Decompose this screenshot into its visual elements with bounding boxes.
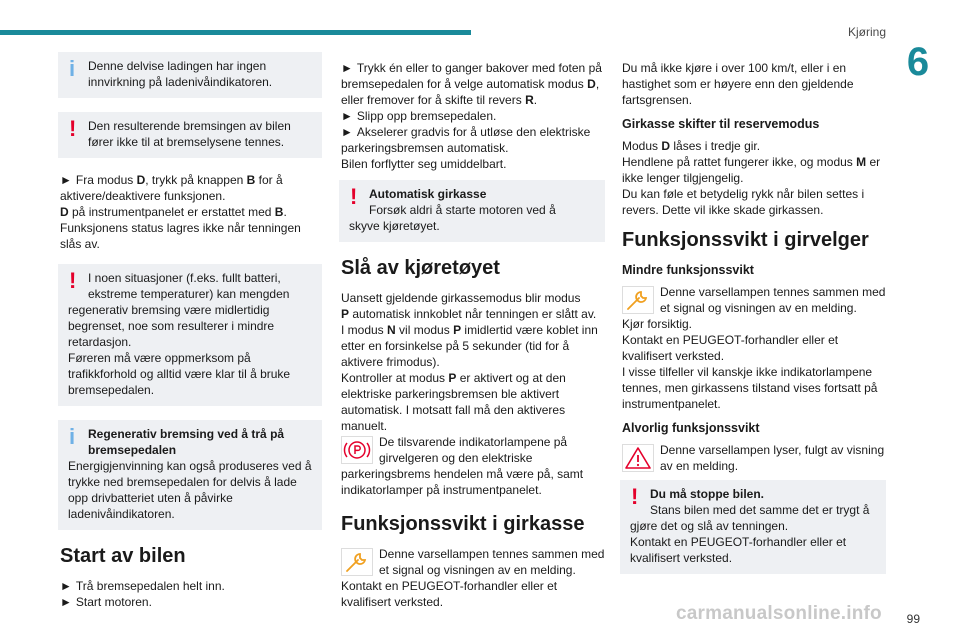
heading-start: Start av bilen: [60, 545, 186, 567]
parking-brake-icon: [341, 436, 373, 464]
wrench-warning-icon: [622, 286, 654, 314]
warning-triangle-icon: [622, 444, 654, 472]
info-title: Regenerativ bremsing ved å trå på bremsepedalen: [88, 427, 285, 457]
indicator-row: [341, 434, 605, 466]
info-icon: i: [69, 56, 76, 81]
paragraph: parkeringsbrems hendelen må være på, samt indikatorlamper på instrumentpanelet.: [341, 467, 584, 497]
warning-text: Føreren må være oppmerksom på trafikkforhold og alltid være klar til å bruke bremsepedalen.: [68, 351, 291, 397]
heading-minor-fault: Mindre funksjonssvikt: [622, 263, 754, 277]
start-step: ► Start motoren.: [60, 595, 152, 609]
heading-selector-fault: Funksjonssvikt i girvelger: [622, 229, 869, 251]
warning-title: Du må stoppe bilen.: [650, 487, 765, 501]
paragraph: Uansett gjeldende girkassemodus blir modus: [341, 291, 581, 305]
warning-box: [58, 112, 322, 158]
warning-box: [339, 180, 605, 242]
paragraph: Du må ikke kjøre i over 100 km/t, eller i en hastighet som er høyere enn den gjeldende fartsgrensen.: [622, 61, 854, 107]
paragraph: Du kan føle et betydelig rykk når bilen settes i revers. Dette vil ikke skade girkassen.: [622, 187, 865, 217]
warning-text: Kontakt en PEUGEOT-forhandler eller et kvalifisert verksted.: [630, 535, 847, 565]
info-text: Energigjenvinning kan også produseres ved å trykke ned bremsepedalen for delvis å lade opp drivbatteriet uten å påvirke ladenivåindikatoren.: [68, 459, 312, 521]
warning-text: I noen situasjoner (f.eks. fullt batteri, ekstreme temperaturer) kan mengden: [88, 271, 290, 301]
paragraph: Kontakt en PEUGEOT-forhandler eller et kvalifisert verksted.: [622, 333, 839, 363]
warning-icon: !: [69, 268, 77, 293]
step: ► Slipp opp bremsepedalen.: [341, 109, 497, 123]
warning-text: regenerativ bremsing være midlertidig begrenset, noe som resulterer i mindre retardasjon.: [68, 303, 275, 349]
indicator-text: Denne varsellampen tennes sammen med et signal og visningen av en melding.: [379, 547, 605, 577]
step: ► Trykk én eller to ganger bakover med foten på bremsepedalen for å velge automatisk modus D, eller fremover for å skifte til revers R.: [341, 61, 602, 107]
info-text: Denne delvise ladingen har ingen innvirkning på ladenivåindikatoren.: [88, 59, 273, 89]
section-title: Kjøring: [847, 25, 886, 39]
paragraph: Kontroller at modus P er aktivert og at den elektriske parkeringsbremsen ble aktivert automatisk. I motsatt fall må den aktiveres manuelt.: [341, 371, 566, 433]
paragraph: Hendlene på rattet fungerer ikke, og modus M er ikke lenger tilgjengelig.: [622, 155, 881, 185]
paragraph: Kontakt en PEUGEOT-forhandler eller et kvalifisert verksted.: [341, 579, 558, 609]
info-icon: i: [69, 424, 76, 449]
heading-backup-mode: Girkasse skifter til reservemodus: [622, 117, 820, 131]
chapter-number: 6: [906, 40, 930, 84]
indicator-row: [341, 546, 605, 578]
warning-text: gjøre det og slå av tenningen.: [630, 519, 789, 533]
watermark: carmanualsonline.info: [676, 603, 882, 624]
paragraph: Bilen forflytter seg umiddelbart.: [341, 157, 507, 171]
warning-text: skyve kjøretøyet.: [349, 219, 440, 233]
arrow-icon: ►: [60, 173, 72, 187]
warning-icon: !: [631, 484, 639, 509]
paragraph: P automatisk innkoblet når tenningen er slått av.: [341, 307, 597, 321]
column-3: [622, 60, 886, 588]
warning-box: [620, 480, 886, 574]
column-2: [341, 60, 605, 616]
heading-switch-off: Slå av kjøretøyet: [341, 257, 500, 279]
warning-text: Den resulterende bremsingen av bilen fører ikke til at bremselysene tennes.: [88, 119, 291, 149]
indicator-text: Denne varsellampen lyser, fulgt av visning av en melding.: [660, 443, 885, 473]
warning-icon: !: [350, 184, 358, 209]
indicator-row: [622, 442, 886, 474]
start-step: ► Trå bremsepedalen helt inn.: [60, 579, 225, 593]
heading-major-fault: Alvorlig funksjonssvikt: [622, 421, 760, 435]
info-box: [58, 52, 322, 98]
warning-text: Forsøk aldri å starte motoren ved å: [369, 203, 556, 217]
indicator-row: [622, 284, 886, 316]
warning-icon: !: [69, 116, 77, 141]
warning-title: Automatisk girkasse: [369, 187, 487, 201]
warning-box: [58, 264, 322, 406]
step: ► Akselerer gradvis for å utløse den elektriske parkeringsbremsen automatisk.: [341, 125, 591, 155]
info-box: [58, 420, 322, 530]
paragraph: I visse tilfeller vil kanskje ikke indikatorlampene tennes, men girkassens tilstand vises fortsatt på instrumentpanelet.: [622, 365, 878, 411]
column-1: [60, 52, 322, 616]
paragraph: Kjør forsiktig.: [622, 317, 693, 331]
indicator-text: Denne varsellampen tennes sammen med et signal og visningen av en melding.: [660, 285, 886, 315]
page-number: 99: [906, 612, 920, 626]
paragraph: I modus N vil modus P imidlertid være koblet inn etter en forsinkelse på 5 sekunder (tid for å aktivere frimodus).: [341, 323, 598, 369]
paragraph: Modus D låses i tredje gir.: [622, 139, 761, 153]
indicator-text: De tilsvarende indikatorlampene på girvelgeren og den elektriske: [379, 435, 568, 465]
warning-text: Stans bilen med det samme det er trygt å: [650, 503, 870, 517]
heading-gearbox-fault: Funksjonssvikt i girkasse: [341, 513, 585, 535]
wrench-warning-icon: [341, 548, 373, 576]
chapter-progress-bar: [0, 30, 471, 35]
step-toggle-function: ► Fra modus D, trykk på knappen B for å aktivere/deaktivere funksjonen. D på instrumentpanelet er erstattet med B. Funksjonens status lagres ikke når tenningen slås av.: [60, 173, 301, 251]
